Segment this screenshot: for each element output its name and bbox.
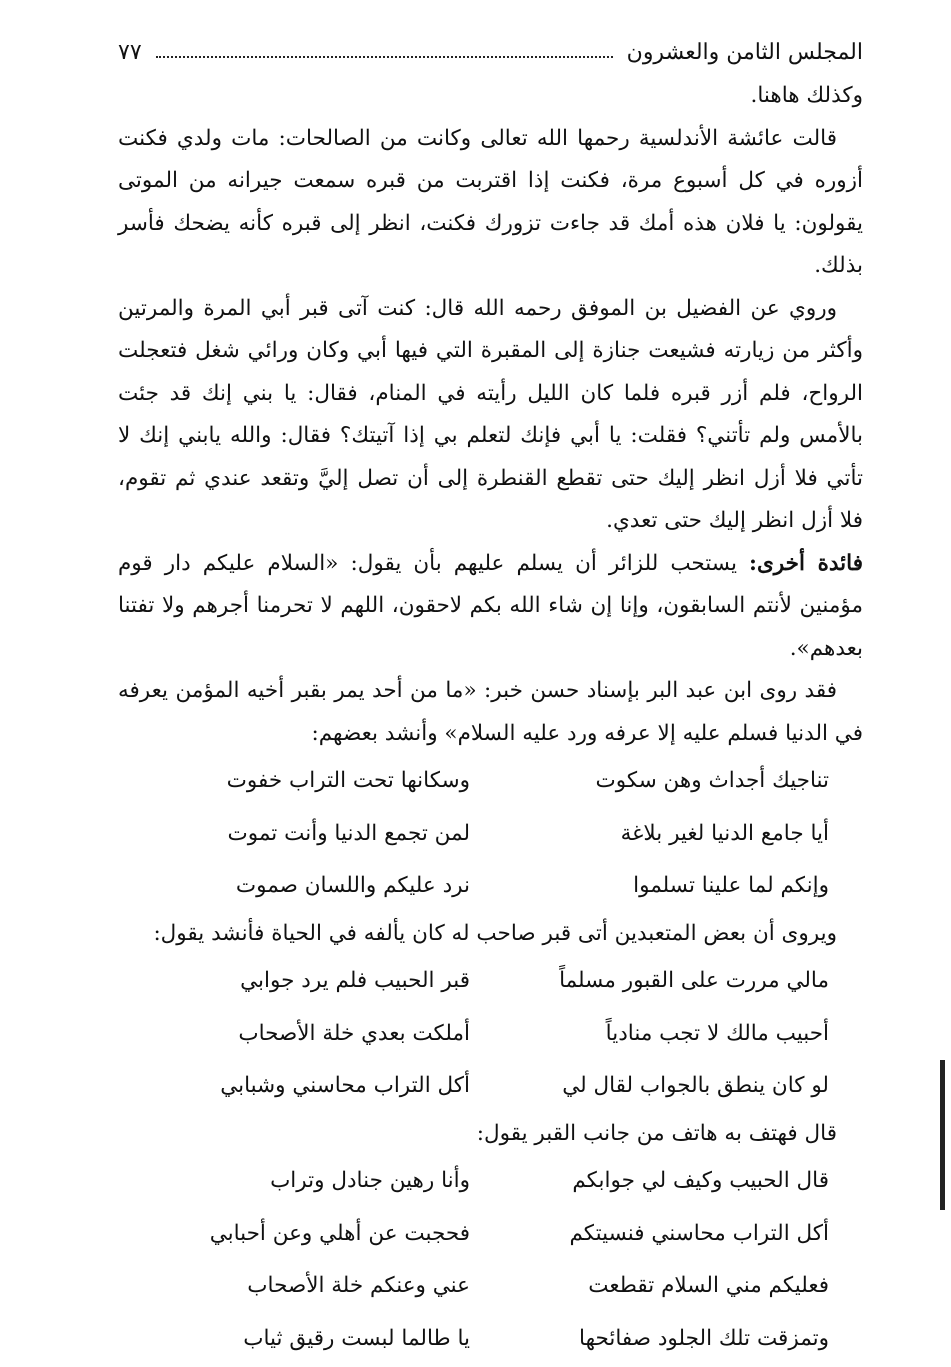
verse-first-hemistich: تناجيك أجداث وهن سكوت (595, 768, 829, 793)
poem-2 (118, 955, 863, 1113)
verse-second-hemistich: فحجبت عن أهلي وعن أحبابي (209, 1220, 470, 1246)
verse-first-hemistich: قال الحبيب وكيف لي جوابكم (572, 1168, 829, 1193)
poem-verse (118, 1313, 863, 1366)
verse-first-hemistich: وتمزقت تلك الجلود صفائحها (579, 1325, 829, 1351)
verse-second-hemistich: وسكانها تحت التراب خفوت (226, 768, 470, 793)
verse-second-hemistich: نرد عليكم واللسان صموت (235, 873, 470, 898)
paragraph-aisha: قالت عائشة الأندلسية رحمها الله تعالى وكانت من الصالحات: مات ولدي فكنت أزوره في كل أسبوع مرة، فكنت إذا اقتربت من قبره سمعت جيرانه من الموتى يقولون: يا فلان هذه أمك قد جاءت تزورك فكنت، انظر إلى قبره كأنه يضحك فأسر بذلك. (118, 125, 863, 278)
verse-second-hemistich: لمن تجمع الدنيا وأنت تموت (227, 820, 470, 846)
chapter-title: المجلس الثامن والعشرون (626, 40, 863, 65)
verse-first-hemistich: أحبيب مالك لا تجب منادياً (605, 1020, 829, 1046)
verse-first-hemistich: فعليكم مني السلام تقطعت (588, 1273, 829, 1298)
poem-verse (118, 755, 863, 808)
scan-edge-mark (940, 1060, 945, 1210)
verse-second-hemistich: وأنا رهين جنادل وتراب (270, 1168, 470, 1193)
verse-first-hemistich: لو كان ينطق بالجواب لقال لي (562, 1073, 829, 1098)
header-dotted-leader (156, 56, 613, 58)
page-body (118, 75, 863, 1365)
verse-second-hemistich: يا طالما لبست رقيق ثياب (243, 1325, 470, 1351)
poem-3 (118, 1155, 863, 1365)
paragraph-hadith: فقد روى ابن عبد البر بإسناد حسن خبر: «ما من أحد يمر بقبر أخيه المؤمن يعرفه في الدنيا فسلم عليه إلا عرفه ورد عليه السلام» وأنشد بعضهم: (118, 678, 863, 746)
paragraph-intro-poem-3: قال فهتف به هاتف من جانب القبر يقول: (476, 1120, 837, 1146)
verse-first-hemistich: وإنكم لما علينا تسلموا (633, 873, 829, 898)
poem-verse (118, 1008, 863, 1061)
poem-verse (118, 955, 863, 1008)
verse-second-hemistich: عني وعنكم خلة الأصحاب (247, 1273, 470, 1298)
paragraph-fawaid (118, 543, 863, 671)
page-number: ٧٧ (118, 40, 142, 65)
fawaid-text: يستحب للزائر أن يسلم عليهم بأن يقول: «السلام عليكم دار قوم مؤمنين لأنتم السابقون، وإنا إن شاء الله بكم لاحقون، اللهم لا تحرمنا أجرهم ولا تفتنا بعدهم». (118, 550, 863, 661)
running-header (118, 38, 863, 68)
paragraph-fudayl: وروي عن الفضيل بن الموفق رحمه الله قال: كنت آتى قبر أبي المرة والمرتين وأكثر من زيارته فشيعت جنازة إلى المقبرة التي فيها أبي وكان ورائي شغل فتعجلت الرواح، فلم أزر قبره فلما كان الليل رأيته في المنام، فقال: يا بني إنك قد جئت بالأمس ولم تأتني؟ فقلت: يا أبي فإنك لتعلم بي إذا آتيتك؟ فقال: والله يابني إنك لا تأتي فلا أزل انظر إليك حتى تقطع القنطرة إلى أن تصل إليَّ وتقعد عندي ثم تقوم، فلا أزل انظر إليك حتى تعدي. (118, 295, 863, 533)
paragraph-intro-poem-2: ويروى أن بعض المتعبدين أتى قبر صاحب له كان يألفه في الحياة فأنشد يقول: (153, 920, 837, 946)
poem-verse (118, 860, 863, 913)
poem-verse (118, 1060, 863, 1113)
poem-verse (118, 808, 863, 861)
verse-second-hemistich: أملكت بعدي خلة الأصحاب (238, 1020, 470, 1046)
verse-second-hemistich: أكل التراب محاسني وشبابي (220, 1073, 470, 1098)
poem-verse (118, 1260, 863, 1313)
verse-second-hemistich: قبر الحبيب فلم يرد جوابي (240, 968, 470, 993)
poem-verse (118, 1155, 863, 1208)
fawaid-lead: فائدة أخرى: (749, 550, 863, 576)
poem-verse (118, 1208, 863, 1261)
verse-first-hemistich: أكل التراب محاسني فنسيتكم (569, 1220, 829, 1246)
verse-first-hemistich: مالي مررت على القبور مسلماً (559, 968, 829, 993)
paragraph-continuation: وكذلك هاهنا. (750, 83, 863, 108)
verse-first-hemistich: أيا جامع الدنيا لغير بلاغة (620, 820, 829, 846)
poem-1 (118, 755, 863, 913)
